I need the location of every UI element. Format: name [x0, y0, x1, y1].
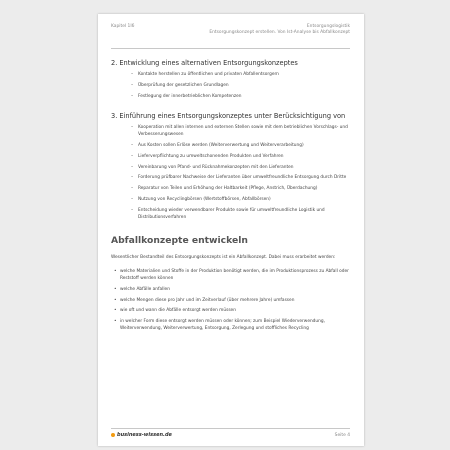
abfall-heading: Abfallkonzepte entwickeln: [111, 235, 248, 247]
list-item: – Entscheidung wieder verwendbarer Produkte sowie für umweltfreundliche Logistik und Distributionsverfahren: [131, 207, 325, 220]
list-item: – Nutzung von Recyclingbörsen (Wertstoffbörsen, Abfallbörsen): [131, 196, 271, 202]
section-3-heading: 3. Einführung eines Entsorgungskonzeptes unter Berücksichtigung von: [111, 112, 346, 121]
list-item: – Kontakte herstellen zu öffentlichen und privaten Abfallentsorgern: [131, 72, 279, 77]
section-3-list: [111, 125, 350, 221]
document-page: [98, 14, 364, 446]
logo-dot-icon: [111, 433, 115, 437]
abfall-list: [111, 269, 350, 333]
header-divider: [111, 48, 350, 49]
section-2-heading: 2. Entwicklung eines alternativen Entsorgungskonzeptes: [111, 59, 298, 67]
list-item: – Überprüfung der gesetzlichen Grundlagen: [131, 82, 229, 88]
chapter-label: Kapitel 1I6: [111, 24, 135, 29]
header-subtitle: Entsorgungskonzept erstellen. Von Ist-Analyse bis Abfallkonzept: [209, 29, 350, 35]
list-item: – Aus Kosten sollen Erlöse werden (Weiterverwertung und Weiterverarbeitung): [131, 142, 304, 148]
page-content: [111, 59, 350, 337]
list-item: • welche Mengen diese pro Jahr und im Zeitverlauf (über mehrere Jahre) umfassen: [114, 297, 295, 303]
page-footer: [111, 432, 350, 440]
list-item: • in welcher Form diese entsorgt werden müssen oder können; zum Beispiel Wiederverwendung, Weiterverwendung, Weiterverwertung, Entsorgung, Zerlegung und stoffliches Recycling: [114, 319, 325, 331]
page-number: Seite 4: [334, 433, 350, 438]
footer-divider: [111, 428, 350, 429]
list-item: – Forderung prüfbarer Nachweise der Lieferanten über umweltfreundliche Entsorgung durch Dritte: [131, 175, 347, 181]
abfall-intro: Wesentlicher Bestandteil des Entsorgungskonzepts ist ein Abfallkonzept. Dabei muss erarbeitet werden:: [111, 255, 336, 261]
header-title: Entsorgungslogistik: [306, 24, 350, 29]
list-item: • welche Abfälle anfallen: [114, 286, 170, 292]
list-item: • welche Materialien und Stoffe in der Produktion benötigt werden, die im Produktionsprozess zu Abfall oder Reststoff werden können: [114, 269, 349, 281]
section-2-list: [111, 72, 350, 100]
list-item: – Reparatur von Teilen und Erhöhung der Haltbarkeit (Pflege, Anstrich, Überdachung): [131, 186, 318, 192]
list-item: – Kooperation mit allen internen und externen Stellen sowie mit dem betrieblichen Vorschlags- und Verbesserungswesen: [131, 125, 348, 138]
list-item: – Vereinbarung von Pfand- und Rücknahmekonzepten mit den Lieferanten: [131, 164, 294, 170]
list-item: – Festlegung der innerbetrieblichen Kompetenzen: [131, 93, 242, 99]
list-item: • wie oft und wann die Abfälle entsorgt werden müssen: [114, 308, 236, 314]
list-item: – Lieferverpflichtung zu umweltschonenden Produkten und Verfahren: [131, 153, 284, 159]
brand-logo: business-wissen.de: [111, 432, 172, 439]
